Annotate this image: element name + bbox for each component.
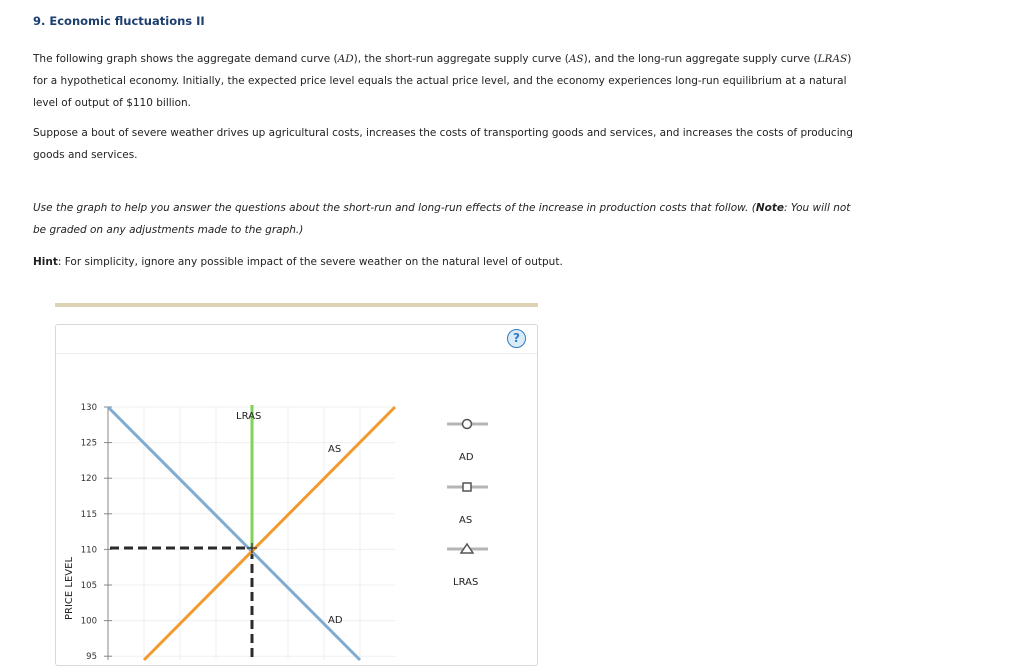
y-tick-label: 115 [80, 509, 97, 520]
legend-as-tool[interactable] [447, 483, 488, 526]
scenario-paragraph: Suppose a bout of severe weather drives up agricultural costs, increases the costs of transporting goods and services, and increases the costs of producing goods and services. [33, 127, 853, 161]
y-tick-label: 110 [80, 545, 97, 556]
y-tick-label: 95 [86, 652, 97, 663]
circle-marker-icon [463, 420, 472, 429]
y-tick-label: 100 [80, 616, 97, 627]
question-title: 9. Economic fluctuations II [33, 14, 205, 28]
ad-symbol: AD [337, 53, 354, 65]
hint-paragraph: Hint: For simplicity, ignore any possible impact of the severe weather on the natural level of output. [33, 256, 563, 268]
y-tick-label: 120 [80, 474, 97, 485]
as-curve-label: AS [328, 444, 342, 455]
instruction-paragraph: Use the graph to help you answer the questions about the short-run and long-run effects of the increase in production costs that follow. (Note: You will not be graded on any adjustments made to the graph.) [33, 202, 851, 236]
legend-ad-label: AD [459, 452, 474, 463]
y-tick-label: 105 [80, 581, 97, 591]
as-symbol: AS [568, 53, 584, 65]
y-ticks [81, 403, 112, 662]
legend-lras-label: LRAS [453, 577, 479, 588]
equilibrium-point [247, 543, 257, 553]
intro-paragraph: The following graph shows the aggregate demand curve (AD), the short-run aggregate supply curve (AS), and the long-run aggregate supply curve (LRAS) for a hypothetical economy. Initially, the expected price level equals the actual price level, and the economy experiences long-run equilibrium at a natural level of output of $110 billion. [33, 53, 852, 109]
square-marker-icon [463, 483, 471, 491]
y-axis-label: PRICE LEVEL [64, 556, 75, 620]
legend-lras-tool[interactable] [447, 544, 488, 588]
y-tick-label: 125 [80, 438, 97, 449]
as-curve[interactable] [144, 407, 395, 660]
y-tick-label: 130 [80, 403, 97, 413]
ad-curve-label: AD [328, 615, 343, 626]
ad-curve[interactable] [108, 407, 360, 660]
lras-symbol: LRAS [817, 53, 848, 65]
legend-ad-tool[interactable] [447, 420, 488, 464]
curve-palette[interactable] [447, 420, 488, 589]
lras-curve-label: LRAS [236, 411, 262, 422]
help-icon[interactable]: ? [507, 329, 526, 348]
legend-as-label: AS [459, 515, 473, 526]
